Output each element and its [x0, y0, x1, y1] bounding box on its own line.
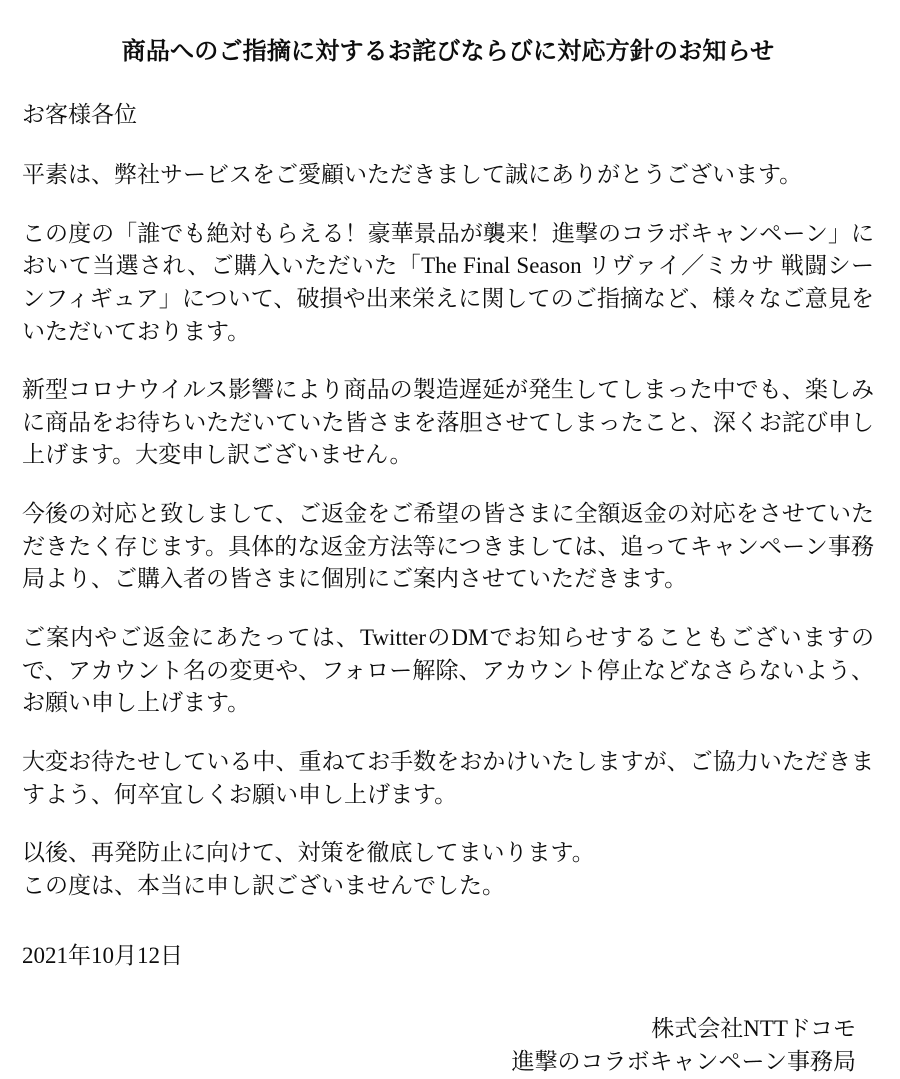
paragraph-refund-policy: 今後の対応と致しまして、ご返金をご希望の皆さまに全額返金の対応をさせていただきたく存じます。具体的な返金方法等につきましては、追ってキャンペーン事務局より、ご購入者の皆さまに個別にご案内させていただきます。 — [22, 501, 874, 592]
signature-office: 進撃のコラボキャンペーン事務局 — [511, 1049, 856, 1075]
paragraph-twitter-dm-notice: ご案内やご返金にあたっては、TwitterのDMでお知らせすることもございますので、アカウント名の変更や、フォロー解除、アカウント停止などなさらないよう、お願い申し上げます。 — [22, 625, 874, 716]
paragraph-campaign-feedback: この度の「誰でも絶対もらえる！豪華景品が襲来！進撃のコラボキャンペーン」において当選され、ご購入いただいた「The Final Season リヴァイ／ミカサ 戦闘シーンフィギュア」について、破損や出来栄えに関してのご指摘など、様々なご意見をいただいております。 — [22, 220, 874, 344]
document-date: 2021年10月12日 — [22, 942, 183, 968]
paragraph-apology-delay: 新型コロナウイルス影響により商品の製造遅延が発生してしまった中でも、楽しみに商品をお待ちいただいていた皆さまを落胆させてしまったこと、深くお詫び申し上げます。大変申し訳ございません。 — [22, 377, 874, 468]
salutation: お客様各位 — [22, 102, 137, 128]
page-title: 商品へのご指摘に対するお詫びならびに対応方針のお知らせ — [121, 39, 775, 65]
closing-line-apology: この度は、本当に申し訳ございませんでした。 — [22, 873, 505, 899]
closing-line-prevention: 以後、再発防止に向けて、対策を徹底してまいります。 — [22, 840, 595, 866]
signature-company: 株式会社NTTドコモ — [651, 1016, 856, 1042]
paragraph-closing — [22, 837, 874, 902]
paragraph-cooperation-request: 大変お待たせしている中、重ねてお手数をおかけいたしますが、ご協力いただきますよう、何卒宜しくお願い申し上げます。 — [22, 749, 874, 807]
signature-block — [22, 1012, 874, 1079]
paragraph-greeting: 平素は、弊社サービスをご愛顧いただきまして誠にありがとうございます。 — [22, 161, 803, 187]
